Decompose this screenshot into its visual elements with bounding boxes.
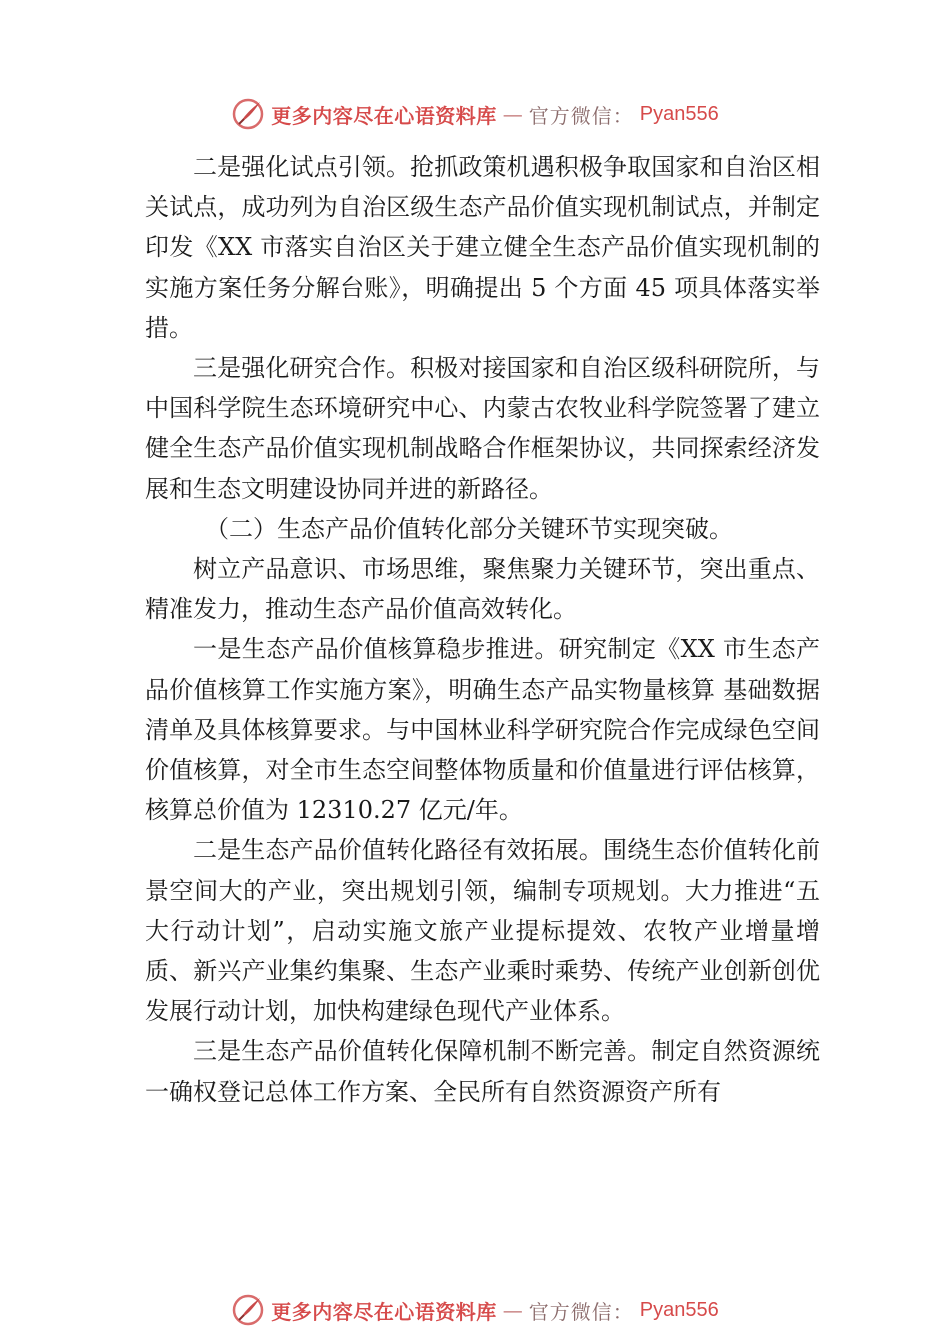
section-heading: （二）生态产品价值转化部分关键环节实现突破。 — [205, 514, 733, 543]
banner-wechat-label: 官方微信： — [528, 103, 634, 128]
banner-dash: — — [502, 1298, 523, 1322]
quill-logo-icon — [231, 97, 265, 131]
banner-wechat-label: 官方微信： — [528, 1299, 634, 1324]
paragraph: 树立产品意识、市场思维，聚焦聚力关键环节，突出重点、精准发力，推动生态产品价值高效转化。 — [145, 555, 820, 624]
banner-dash: — — [502, 102, 523, 126]
paragraph: 一是生态产品价值核算稳步推进。研究制定《XX 市生态产品价值核算工作实施方案》，明确生态产品实物量核算 基础数据清单及具体核算要求。与中国林业科学研究院合作完成绿色空间价值核算，对全市生态空间整体物质量和价值量进行评估核算，核算总价值为 12310.27 亿元/年。 — [145, 635, 820, 825]
quill-logo-icon — [231, 1293, 265, 1327]
paragraph: 二是强化试点引领。抢抓政策机遇积极争取国家和自治区相关试点，成功列为自治区级生态产品价值实现机制试点，并制定印发《XX 市落实自治区关于建立健全生态产品价值实现机制的实施方案任务分解台账》，明确提出 5 个方面 45 项具体落实举措。 — [145, 153, 820, 342]
header-banner — [0, 94, 950, 134]
body-text — [145, 147, 820, 1112]
paragraph: 二是生态产品价值转化路径有效拓展。围绕生态价值转化前景空间大的产业，突出规划引领，编制专项规划。大力推进“五大行动计划”，启动实施文旅产业提标提效、农牧产业增量增质、新兴产业集约集聚、生态产业乘时乘势、传统产业创新创优发展行动计划，加快构建绿色现代产业体系。 — [145, 836, 820, 1026]
paragraph: 三是强化研究合作。积极对接国家和自治区级科研院所，与中国科学院生态环境研究中心、内蒙古农牧业科学院签署了建立健全生态产品价值实现机制战略合作框架协议，共同探索经济发展和生态文明建设协同并进的新路径。 — [145, 354, 820, 503]
paragraph: 三是生态产品价值转化保障机制不断完善。制定自然资源统一确权登记总体工作方案、全民所有自然资源资产所有 — [145, 1037, 820, 1106]
banner-main-text: 更多内容尽在心语资料库 — [271, 103, 497, 128]
banner-main-text: 更多内容尽在心语资料库 — [271, 1299, 497, 1324]
banner-wechat-id: Pyan556 — [639, 1298, 719, 1321]
banner-wechat-id: Pyan556 — [639, 102, 719, 125]
footer-banner — [0, 1290, 950, 1330]
